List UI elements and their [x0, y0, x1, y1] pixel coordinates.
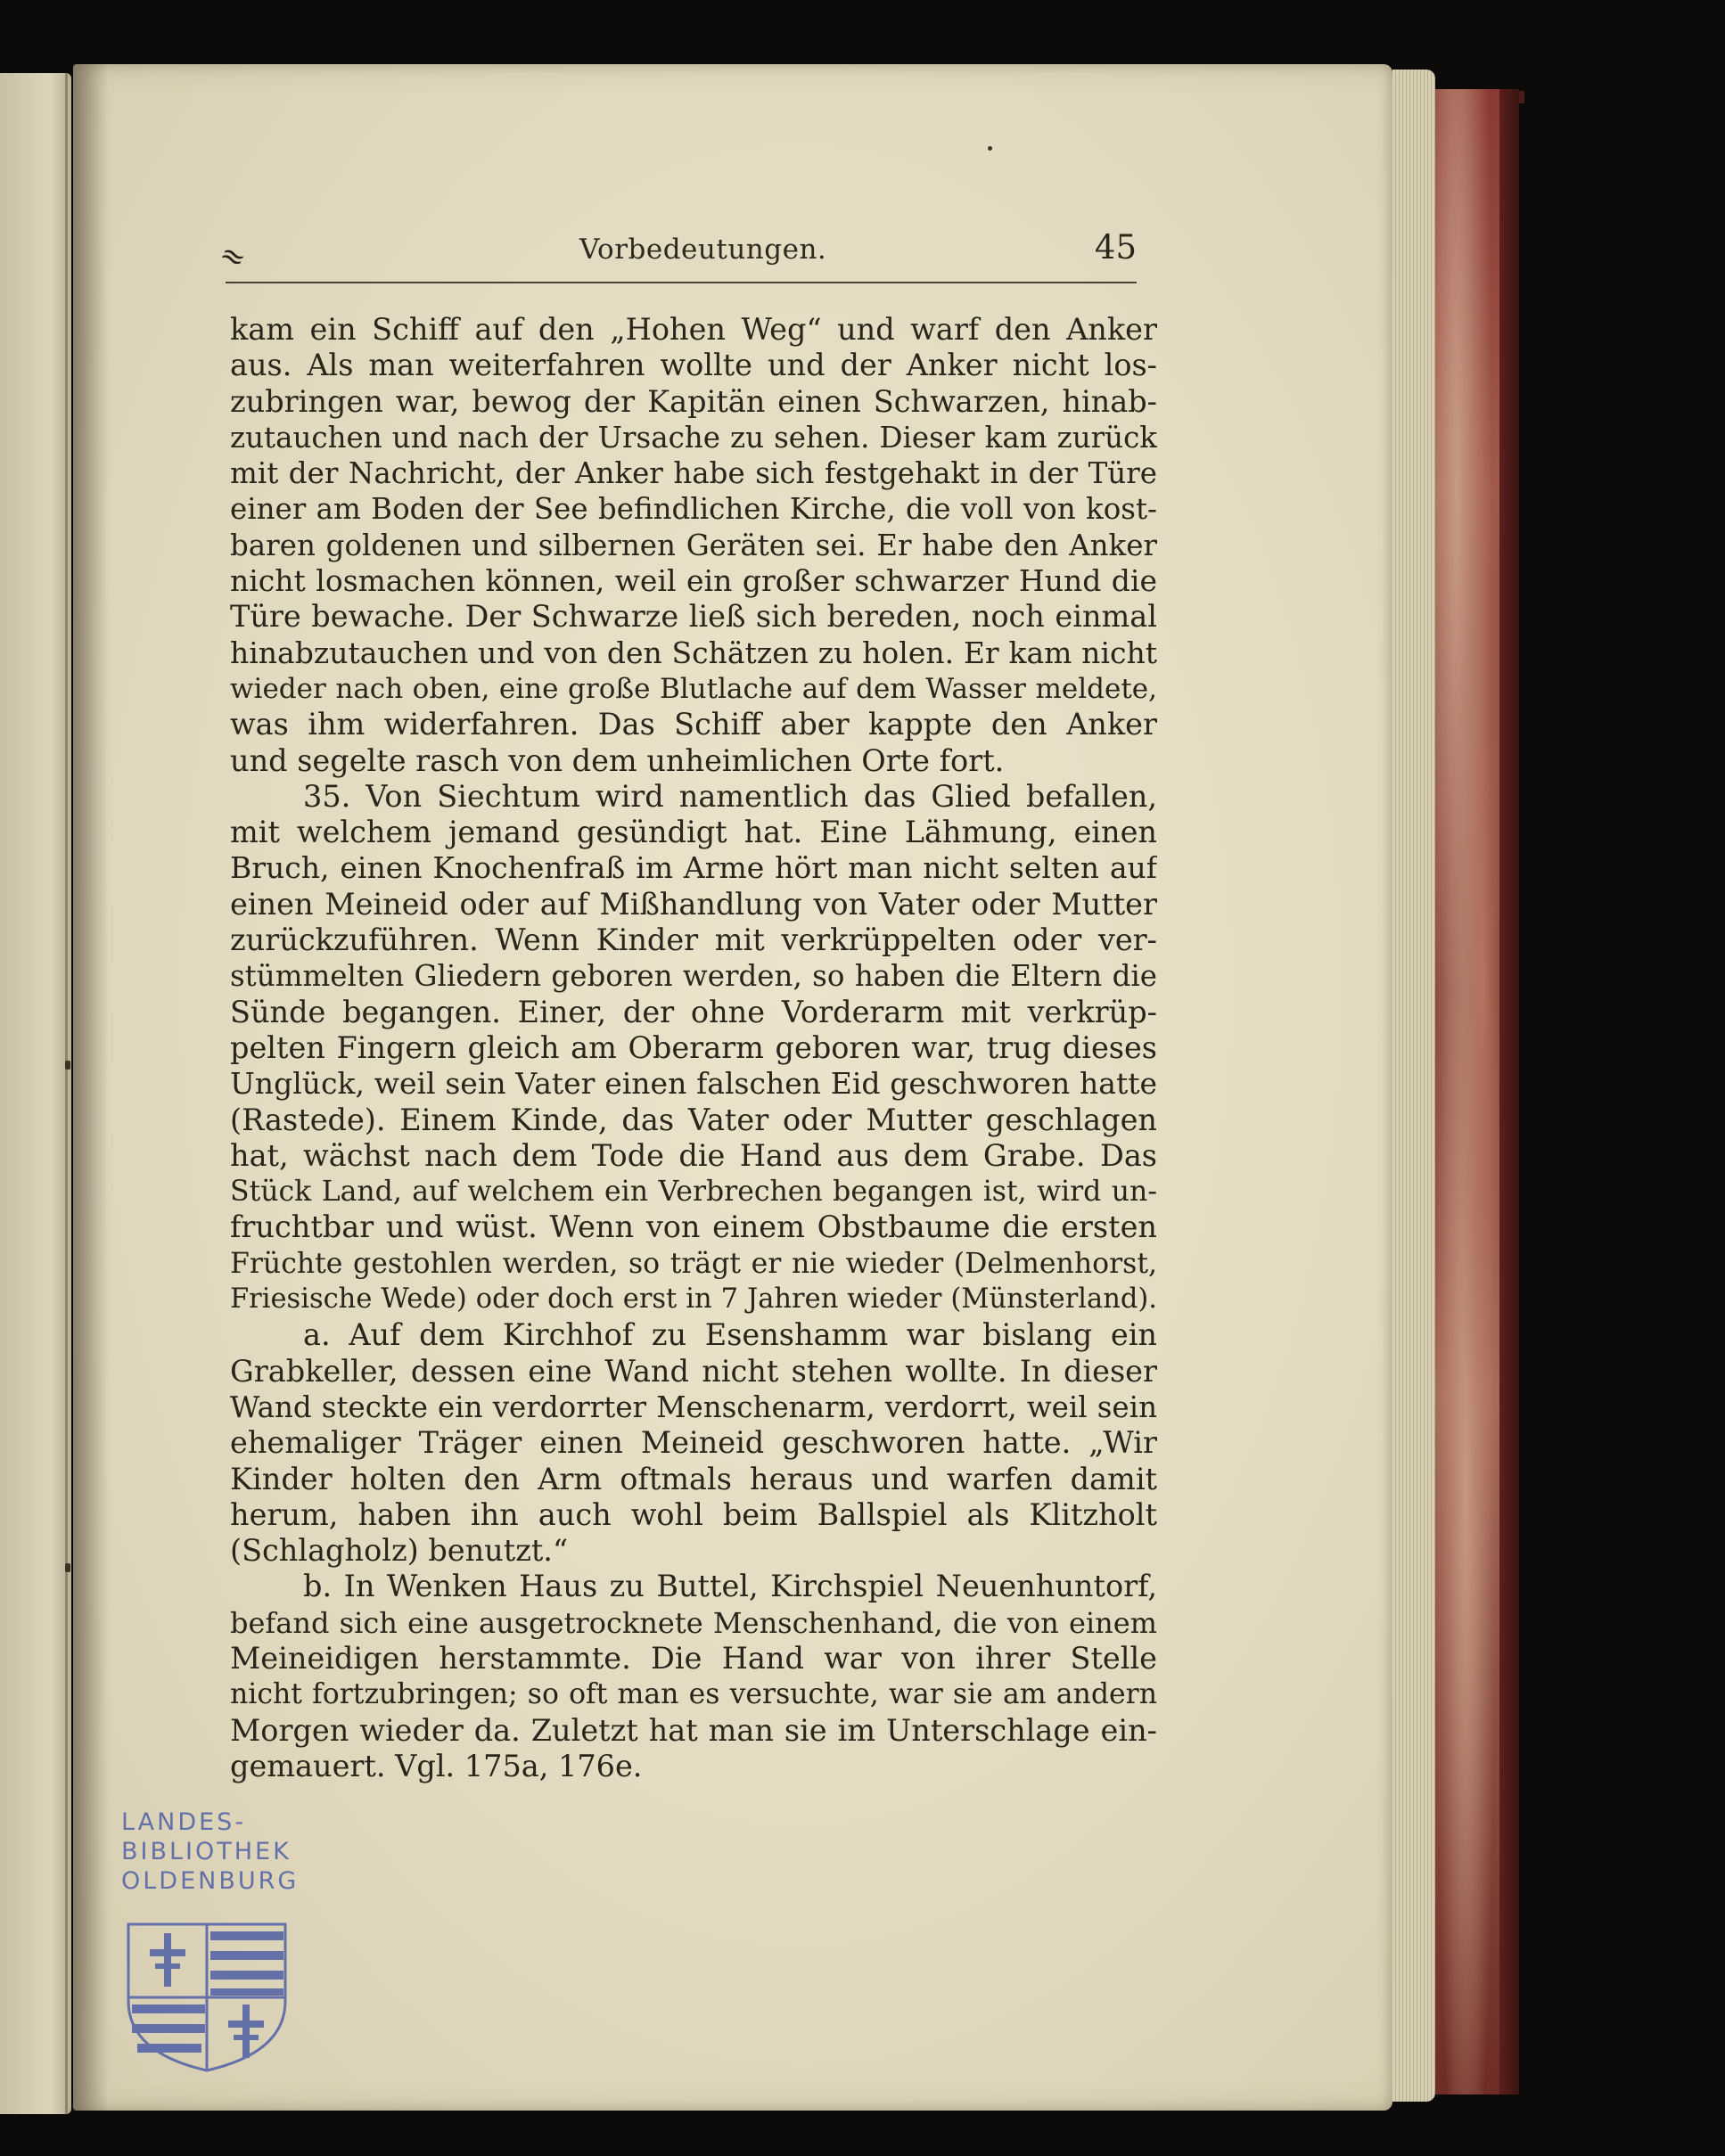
library-stamp — [121, 1808, 300, 2078]
stamp-line: OLDENBURG — [121, 1867, 300, 1895]
text-line: Unglück, weil sein Vater einen falschen Eid geschworen hatte — [230, 1066, 1157, 1102]
page-mark — [65, 1061, 70, 1070]
paper-speck — [988, 146, 992, 151]
text-line: pelten Fingern gleich am Oberarm geboren war, trug dieses — [230, 1029, 1157, 1065]
page-mark — [65, 1563, 70, 1572]
text-line: hinabzutauchen und von den Schätzen zu holen. Er kam nicht — [230, 635, 1157, 670]
text-line: Morgen wieder da. Zuletzt hat man sie im Unterschlage ein- — [230, 1712, 1157, 1748]
text-line: aus. Als man weiterfahren wollte und der Anker nicht los- — [230, 348, 1157, 383]
stamp-line: BIBLIOTHEK — [121, 1838, 292, 1865]
body-text — [230, 312, 1157, 1784]
stamp-line: LANDES- — [121, 1808, 247, 1836]
text-line: nicht losmachen können, weil ein großer schwarzer Hund die — [230, 563, 1157, 599]
page-number: 45 — [1094, 228, 1137, 266]
text-line: gemauert. Vgl. 175a, 176e. — [230, 1748, 643, 1783]
text-line: baren goldenen und silbernen Geräten sei. Er habe den Anker — [230, 528, 1157, 562]
text-line: Früchte gestohlen werden, so trägt er nie wieder (Delmenhorst, — [230, 1247, 1157, 1280]
marbled-cover — [1430, 89, 1519, 2095]
page-block-edges — [1392, 70, 1435, 2102]
text-line: stümmelten Gliedern geboren werden, so haben die Eltern die — [230, 959, 1157, 994]
text-line: einen Meineid oder auf Mißhandlung von Vater oder Mutter — [230, 886, 1157, 922]
text-line: kam ein Schiff auf den „Hohen Weg“ und warf den Anker — [230, 312, 1157, 347]
text-line: Friesische Wede) oder doch erst in 7 Jahren wieder (Münsterland). — [230, 1283, 1157, 1316]
text-line: (Schlagholz) benutzt.“ — [230, 1533, 569, 1569]
text-line: fruchtbar und wüst. Wenn von einem Obstbaume die ersten — [230, 1209, 1157, 1245]
text-line: und segelte rasch von dem unheimlichen Orte fort. — [230, 742, 1005, 778]
page-header — [213, 228, 1137, 285]
text-line: zubringen war, bewog der Kapitän einen Schwarzen, hinab- — [230, 383, 1157, 419]
text-line: Wand steckte ein verdorrter Menschenarm, verdorrt, weil sein — [230, 1390, 1157, 1424]
text-line: mit welchem jemand gesündigt hat. Eine Lähmung, einen — [230, 815, 1157, 850]
text-line: nicht fortzubringen; so oft man es versuchte, war sie am andern — [230, 1678, 1157, 1711]
text-line: wieder nach oben, eine große Blutlache auf dem Wasser meldete, — [230, 672, 1157, 705]
running-title: Vorbedeutungen. — [579, 234, 827, 266]
text-line: einer am Boden der See befindlichen Kirche, die voll von kost- — [230, 492, 1157, 527]
text-line: mit der Nachricht, der Anker habe sich festgehakt in der Türe — [230, 456, 1157, 491]
facing-page-edge — [0, 73, 71, 2114]
text-line: Grabkeller, dessen eine Wand nicht stehen wollte. In dieser — [230, 1353, 1157, 1389]
text-line: zurückzuführen. Wenn Kinder mit verkrüppelten oder ver- — [230, 922, 1157, 958]
text-line: befand sich eine ausgetrocknete Menschenhand, die von einem — [230, 1605, 1157, 1640]
text-line: a. Auf dem Kirchhof zu Esenshamm war bislang ein — [303, 1317, 1157, 1353]
text-line: b. In Wenken Haus zu Buttel, Kirchspiel Neuenhuntorf, — [303, 1569, 1157, 1604]
header-rule — [226, 282, 1137, 283]
facing-page-gutter — [65, 73, 68, 2114]
text-line: Kinder holten den Arm oftmals heraus und warfen damit — [230, 1461, 1157, 1496]
coat-of-arms-icon — [125, 1919, 290, 2075]
text-line: hat, wächst nach dem Tode die Hand aus dem Grabe. Das — [230, 1137, 1157, 1173]
spine-shadow — [73, 64, 109, 2111]
text-line: (Rastede). Einem Kinde, das Vater oder Mutter geschlagen — [230, 1102, 1157, 1137]
text-line: 35. Von Siechtum wird namentlich das Glied befallen, — [303, 778, 1157, 814]
text-line: ehemaliger Träger einen Meineid geschworen hatte. „Wir — [230, 1425, 1157, 1461]
text-line: Sünde begangen. Einer, der ohne Vorderarm mit verkrüp- — [230, 994, 1157, 1029]
text-line: zutauchen und nach der Ursache zu sehen. Dieser kam zurück — [230, 420, 1157, 455]
text-line: Türe bewache. Der Schwarze ließ sich bereden, noch einmal — [230, 599, 1157, 635]
text-line: was ihm widerfahren. Das Schiff aber kappte den Anker — [230, 707, 1157, 742]
text-line: herum, haben ihn auch wohl beim Ballspiel als Klitzholt — [230, 1496, 1157, 1532]
text-line: Bruch, einen Knochenfraß im Arme hört man nicht selten auf — [230, 850, 1157, 886]
text-line: Meineidigen herstammte. Die Hand war von ihrer Stelle — [230, 1640, 1157, 1676]
signature-mark: ≈ — [213, 234, 252, 279]
text-line: Stück Land, auf welchem ein Verbrechen begangen ist, wird un- — [230, 1176, 1157, 1209]
